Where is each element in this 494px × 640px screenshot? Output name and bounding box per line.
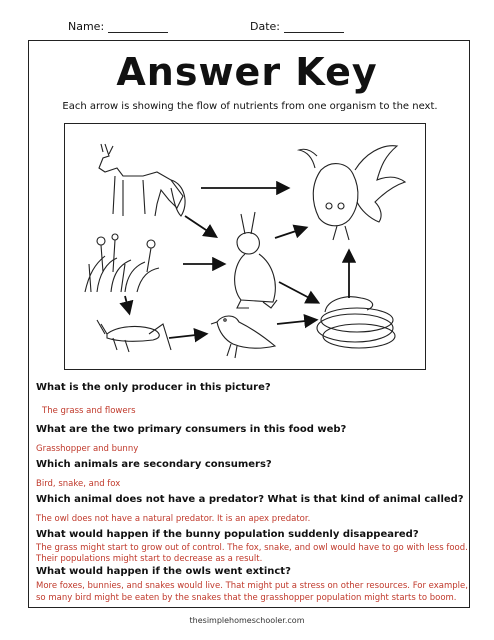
answer-2: Grasshopper and bunny <box>36 444 139 454</box>
rabbit-icon <box>235 212 277 308</box>
fox-icon <box>99 144 185 216</box>
arrow-rabbit-snake <box>279 282 317 302</box>
answer-5-line-1: The grass might start to grow out of control. The fox, snake, and owl would have to go with less food. <box>36 543 468 553</box>
date-label: Date: <box>250 20 280 33</box>
name-label: Name: <box>68 20 105 33</box>
owl-icon <box>299 146 405 240</box>
answer-6-line-1: More foxes, bunnies, and snakes would live. That might put a stress on other resources. For example, <box>36 581 468 591</box>
date-line <box>284 22 344 33</box>
snake-icon <box>317 297 395 348</box>
name-field <box>68 20 168 33</box>
arrow-rabbit-owl <box>275 228 305 238</box>
arrow-grasshopper-bird <box>169 334 205 338</box>
answer-1: The grass and flowers <box>42 406 136 416</box>
footer-url: thesimplehomeschooler.com <box>189 616 305 625</box>
question-5: What would happen if the bunny population suddenly disappeared? <box>36 529 419 540</box>
question-4: Which animal does not have a predator? What is that kind of animal called? <box>36 494 464 505</box>
page-title: Answer Key <box>116 50 378 94</box>
answer-5-line-2: Their populations might start to decrease as a result. <box>36 554 263 564</box>
question-6: What would happen if the owls went extinct? <box>36 566 291 577</box>
answer-3: Bird, snake, and fox <box>36 479 121 489</box>
food-web-illustration <box>64 123 426 370</box>
date-field <box>250 20 344 33</box>
arrow-bird-snake <box>277 320 315 324</box>
grasshopper-icon <box>97 320 171 352</box>
answer-4: The owl does not have a natural predator. It is an apex predator. <box>36 514 311 524</box>
grass-flowers-icon <box>85 234 159 292</box>
name-line <box>108 22 168 33</box>
question-3: Which animals are secondary consumers? <box>36 459 272 470</box>
answer-6-line-2: so many bird might be eaten by the snakes that the grasshopper population might starts to boom. <box>36 593 457 603</box>
arrow-rabbit-fox <box>185 216 215 236</box>
food-web-svg <box>65 124 427 371</box>
arrow-grass-grasshopper <box>125 296 129 312</box>
instruction-text: Each arrow is showing the flow of nutrients from one organism to the next. <box>62 101 438 112</box>
bird-icon <box>211 316 275 358</box>
question-2: What are the two primary consumers in this food web? <box>36 424 347 435</box>
question-1: What is the only producer in this picture? <box>36 382 271 393</box>
